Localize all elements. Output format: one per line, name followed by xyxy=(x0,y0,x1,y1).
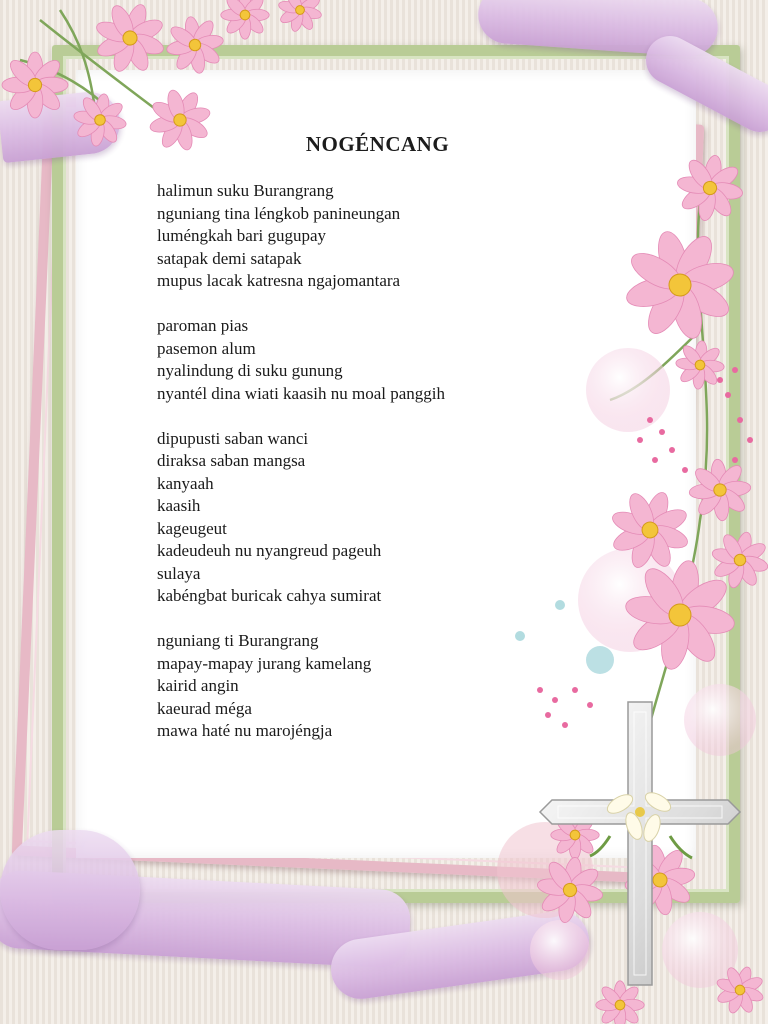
poem-line: diraksa saban mangsa xyxy=(157,451,306,470)
cosmos-flower-icon xyxy=(162,12,228,78)
dot xyxy=(555,600,565,610)
poem-line: paroman pias xyxy=(157,316,249,335)
poem-line: nguniang tina léngkob panineungan xyxy=(157,203,401,223)
cosmos-flower-icon xyxy=(613,218,748,353)
poem-line: kageugeut xyxy=(157,518,227,538)
cosmos-flower-icon xyxy=(221,0,269,39)
cosmos-flower-icon xyxy=(596,981,644,1024)
cosmos-flower-icon xyxy=(2,52,68,118)
poem-line: kabéngbat buricak cahya sumirat xyxy=(157,586,382,605)
poem-line: sulaya xyxy=(157,563,201,583)
poem-line: kadeudeuh nu nyangreud pageuh xyxy=(157,541,382,560)
poem-line: mapay-mapay jurang kamelang xyxy=(157,653,372,673)
dot xyxy=(586,646,614,674)
poem-title: NOGÉNCANG xyxy=(305,132,450,156)
poem-line: pasemon alum xyxy=(157,338,256,358)
poem-line: luméngkah bari gugupay xyxy=(157,226,327,245)
poem-line: kairid angin xyxy=(157,676,239,695)
bubble-group xyxy=(497,348,756,988)
bubble xyxy=(662,912,738,988)
poem-line: nyalindung di suku gunung xyxy=(157,361,343,380)
bubble xyxy=(530,920,590,980)
poem-line: nyantél dina wiati kaasih nu moal panggih xyxy=(157,383,445,403)
poem-line: halimun suku Burangrang xyxy=(157,181,334,200)
cosmos-flower-icon xyxy=(69,89,130,150)
bubble xyxy=(586,348,670,432)
poem-line: satapak demi satapak xyxy=(157,248,302,268)
dot xyxy=(515,631,525,641)
poem-line: dipupusti saban wanci xyxy=(157,428,309,448)
cosmos-flower-icon xyxy=(672,150,748,226)
poem-line: mupus lacak katresna ngajomantara xyxy=(157,271,401,290)
poem-line: mawa haté nu marojéngja xyxy=(157,721,333,740)
cosmos-flower-icon xyxy=(85,0,175,83)
poem-line: kaeurad méga xyxy=(157,698,252,718)
poem-line: kanyaah xyxy=(157,473,214,493)
cosmos-flower-icon xyxy=(687,457,754,524)
cosmos-flower-icon xyxy=(273,0,327,37)
poem-line: kaasih xyxy=(157,496,201,515)
cosmos-flower-icon xyxy=(138,78,222,162)
bubble xyxy=(684,684,756,756)
poem-line: nguniang ti Burangrang xyxy=(157,631,319,650)
cosmos-flowers xyxy=(2,0,768,1024)
